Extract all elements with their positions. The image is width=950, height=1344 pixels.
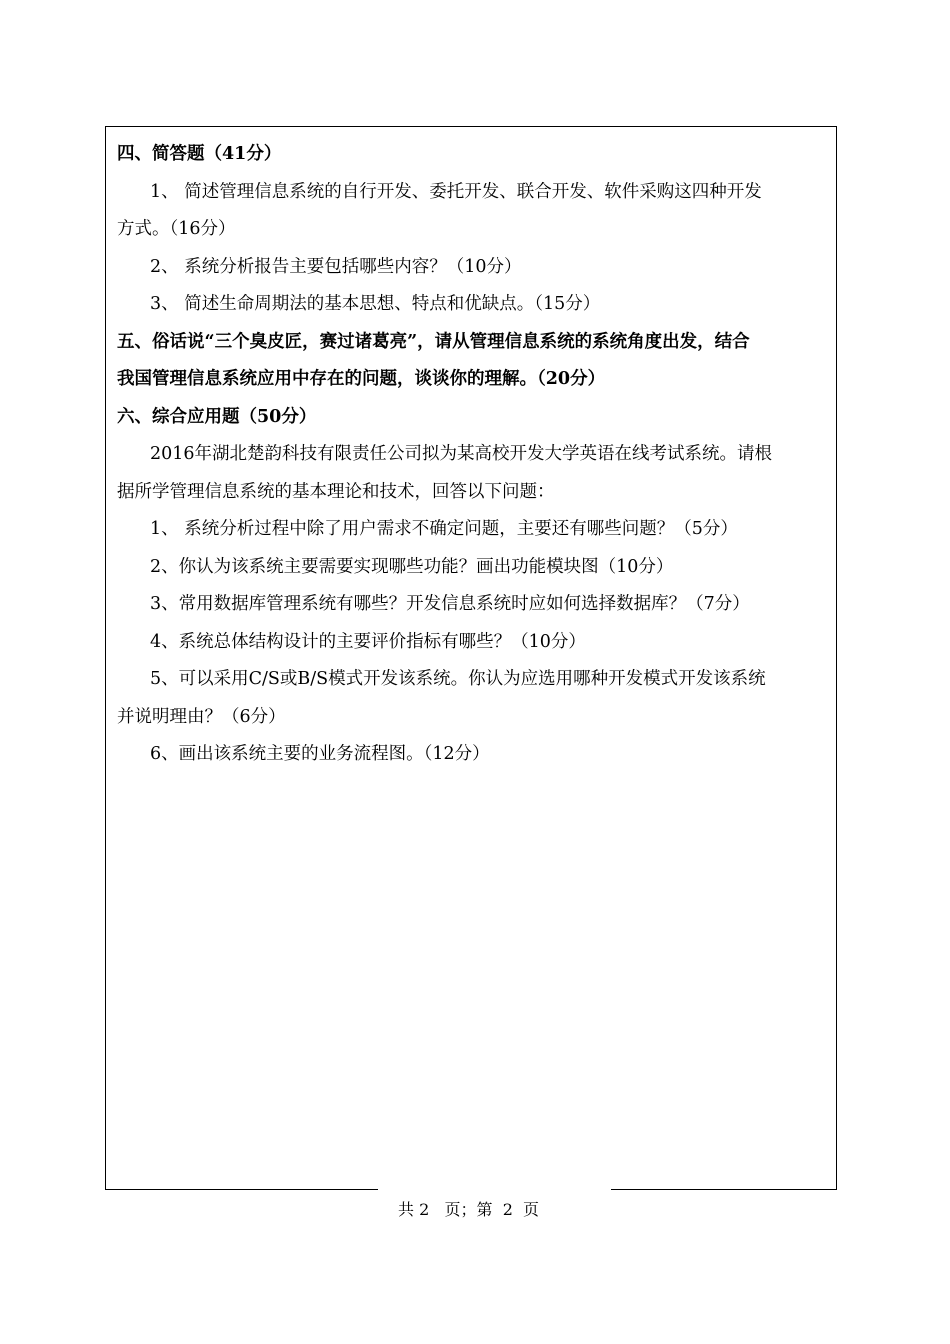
section-6-question-1: 1、 系统分析过程中除了用户需求不确定问题，主要还有哪些问题？（5分） — [150, 519, 738, 539]
page-number-footer: 共 2 页；第 2 页 — [398, 1200, 540, 1219]
section-6-intro-line-1: 2016年湖北楚韵科技有限责任公司拟为某高校开发大学英语在线考试系统。请根 — [150, 444, 773, 464]
exam-content — [117, 136, 829, 774]
section-6-question-5-line-2: 并说明理由？（6分） — [117, 706, 286, 727]
section-4-question-2: 2、 系统分析报告主要包括哪些内容？（10分） — [150, 256, 522, 277]
frame-bottom-right-border — [611, 1189, 837, 1190]
frame-bottom-left-border — [105, 1189, 378, 1190]
section-6-question-3: 3、常用数据库管理系统有哪些？开发信息系统时应如何选择数据库？（7分） — [150, 594, 750, 614]
section-4-question-1-line-2: 方式。（16分） — [117, 219, 236, 239]
section-4-question-3: 3、 简述生命周期法的基本思想、特点和优缺点。（15分） — [150, 294, 601, 314]
section-5-line-1: 五、俗话说“三个臭皮匠，赛过诸葛亮”，请从管理信息系统的系统角度出发，结合 — [117, 331, 750, 352]
section-6-question-4: 4、系统总体结构设计的主要评价指标有哪些？（10分） — [150, 631, 586, 652]
section-4-question-1-line-1: 1、 简述管理信息系统的自行开发、委托开发、联合开发、软件采购这四种开发 — [150, 181, 762, 202]
section-6-question-5-line-1: 5、可以采用C/S或B/S模式开发该系统。你认为应选用哪种开发模式开发该系统 — [150, 669, 766, 689]
section-6-question-2: 2、你认为该系统主要需要实现哪些功能？画出功能模块图（10分） — [150, 556, 674, 577]
section-6-heading: 六、综合应用题（50分） — [117, 406, 317, 427]
section-6-question-6: 6、画出该系统主要的业务流程图。（12分） — [150, 744, 490, 764]
section-5-line-2: 我国管理信息系统应用中存在的问题，谈谈你的理解。（20分） — [117, 369, 606, 389]
section-6-intro-line-2: 据所学管理信息系统的基本理论和技术，回答以下问题： — [117, 481, 555, 502]
section-4-heading: 四、简答题（41分） — [117, 144, 282, 164]
